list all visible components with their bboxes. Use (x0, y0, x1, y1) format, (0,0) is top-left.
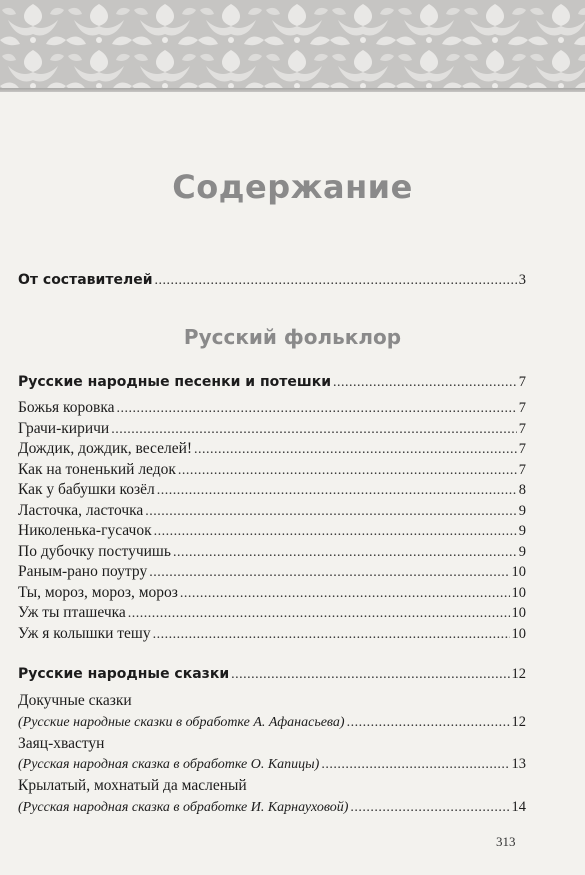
toc-entry-text: От составителей (18, 272, 153, 288)
toc-entry-page: 9 (518, 544, 526, 560)
toc-entry-page: 10 (511, 564, 526, 580)
toc-entry-text: Уж я колышки тешу (18, 625, 151, 642)
toc-entry-page: 7 (518, 421, 526, 437)
dot-leader (117, 399, 517, 418)
toc-entry-text: Как у бабушки козёл (18, 481, 155, 498)
toc-entry-page: 12 (511, 666, 526, 682)
toc-entry-page: 7 (518, 462, 526, 478)
toc-entry-title (18, 735, 526, 753)
dot-leader (149, 563, 509, 582)
toc-entry-text: Николенька-гусачок (18, 522, 152, 539)
decorative-header-banner (0, 0, 585, 92)
toc-entry-subtitle (18, 713, 526, 732)
toc-entry (18, 502, 526, 521)
toc-entry-text: Крылатый, мохнатый да масленый (18, 777, 247, 794)
toc-entry (18, 481, 526, 500)
toc-entry-page: 10 (511, 626, 526, 642)
toc-entry-text: Дождик, дождик, веселей! (18, 440, 193, 457)
toc-entry-text: Ты, мороз, мороз, мороз (18, 584, 178, 601)
toc-entry-title (18, 692, 526, 710)
toc-entry-page: 10 (511, 585, 526, 601)
toc-entry-page: 3 (518, 272, 526, 288)
toc-entry-text: Грачи-киричи (18, 420, 110, 437)
dot-leader (173, 543, 517, 562)
toc-entry (18, 461, 526, 480)
banner-bottom-edge (0, 88, 585, 92)
toc-entry-text: Уж ты пташечка (18, 604, 126, 621)
dot-leader (155, 271, 517, 290)
toc-entry-page: 9 (518, 503, 526, 519)
dot-leader (194, 440, 517, 459)
toc-entry-text: Докучные сказки (18, 692, 132, 709)
section-title: Русский фольклор (183, 325, 402, 349)
toc-entry (18, 625, 526, 644)
toc-entry (18, 522, 526, 541)
dot-leader (180, 584, 510, 603)
toc-entry-subtitle (18, 798, 526, 817)
toc-entry-text: (Русская народная сказка в обработке О. Капицы) (18, 757, 320, 772)
page-number: 313 (496, 834, 516, 849)
toc-entry (18, 440, 526, 459)
floral-ornament-icon (0, 0, 585, 92)
toc-entry-subtitle (18, 755, 526, 774)
toc-entry (18, 543, 526, 562)
toc-entry (18, 563, 526, 582)
page-title: Содержание (172, 168, 413, 206)
dot-leader (350, 799, 509, 817)
toc-entry-text: Русские народные сказки (18, 666, 230, 682)
toc-entry-page: 12 (511, 714, 526, 730)
toc-entry-songs-header (18, 373, 526, 392)
dot-leader (231, 665, 509, 684)
toc-entry-text: Заяц-хвастун (18, 735, 105, 752)
toc-entry-compilers (18, 271, 526, 290)
dot-leader (145, 502, 516, 521)
dot-leader (111, 420, 517, 439)
dot-leader (128, 604, 510, 623)
dot-leader (153, 625, 510, 644)
toc-entry-page: 9 (518, 523, 526, 539)
toc-entry (18, 420, 526, 439)
toc-entry-text: Русские народные песенки и потешки (18, 374, 332, 390)
toc-entry-text: Как на тоненький ледок (18, 461, 176, 478)
toc-entry-page: 10 (511, 605, 526, 621)
toc-entry (18, 584, 526, 603)
toc-entry-page: 7 (518, 400, 526, 416)
toc-entry-page: 7 (518, 374, 526, 390)
toc-entry-text: Божья коровка (18, 399, 115, 416)
toc-entry (18, 604, 526, 623)
dot-leader (157, 481, 517, 500)
dot-leader (333, 373, 517, 392)
toc-entry-title (18, 777, 526, 795)
toc-entry-page: 14 (511, 799, 526, 815)
toc-entry (18, 399, 526, 418)
dot-leader (347, 714, 510, 732)
toc-entry-text: Ласточка, ласточка (18, 502, 144, 519)
toc-entry-text: Раным-рано поутру (18, 563, 148, 580)
toc-entry-page: 8 (518, 482, 526, 498)
dot-leader (321, 756, 509, 774)
toc-entry-text: По дубочку постучишь (18, 543, 171, 560)
toc-entry-tales-header (18, 665, 526, 684)
toc-entry-page: 13 (511, 756, 526, 772)
toc-entry-text: (Русская народная сказка в обработке И. Карнауховой) (18, 800, 349, 815)
dot-leader (154, 522, 517, 541)
toc-entry-text: (Русские народные сказки в обработке А. Афанасьева) (18, 715, 345, 730)
dot-leader (178, 461, 517, 480)
toc-entry-page: 7 (518, 441, 526, 457)
